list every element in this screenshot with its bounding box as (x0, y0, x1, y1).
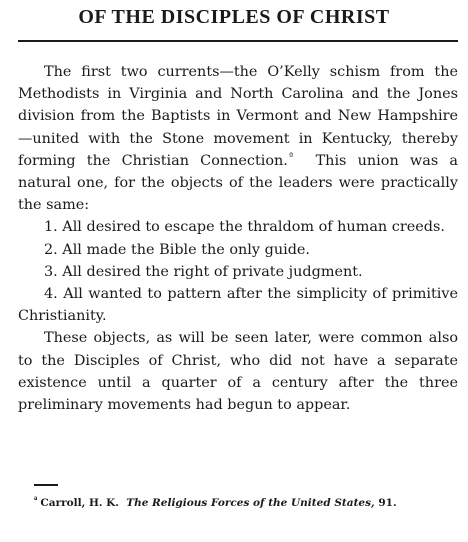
paragraph-1-continuation: This union was a natural one, for the objects of the leaders were practically the same: (18, 152, 458, 214)
paragraph-1-text: The first two currents—the O’Kelly schism from the Methodists in Virginia and North Carolina and the Jones division from the Baptists in Vermont and New Hampshire—united with the Stone movement in Kentucky, thereby forming the Christian Connection. (18, 64, 458, 169)
list-item-1: 1. All desired to escape the thraldom of human creeds. (44, 219, 445, 236)
body-text (18, 61, 458, 416)
footnote-rule (34, 484, 58, 486)
heading-rule (18, 40, 458, 42)
paragraph-closing: These objects, as will be seen later, were common also to the Disciples of Christ, who did not have a separate existence until a quarter of a century after the three preliminary movements had begun to appear. (18, 330, 458, 414)
paragraph-1 (18, 61, 458, 216)
footnote-marker: ª (34, 495, 38, 504)
footnote (34, 496, 458, 510)
footnote-reference: ª (288, 151, 294, 162)
running-heading: OF THE DISCIPLES OF CHRIST (78, 6, 390, 28)
footnote-author: Carroll, H. K. (40, 497, 119, 509)
footnote-title: The Religious Forces of the United States, (126, 497, 375, 509)
list-item-2: 2. All made the Bible the only guide. (44, 241, 310, 258)
list-item-4: 4. All wanted to pattern after the simplicity of primitive Christianity. (18, 286, 458, 325)
list-item-3: 3. All desired the right of private judgment. (44, 263, 363, 280)
footnote-page: 91. (378, 497, 397, 509)
